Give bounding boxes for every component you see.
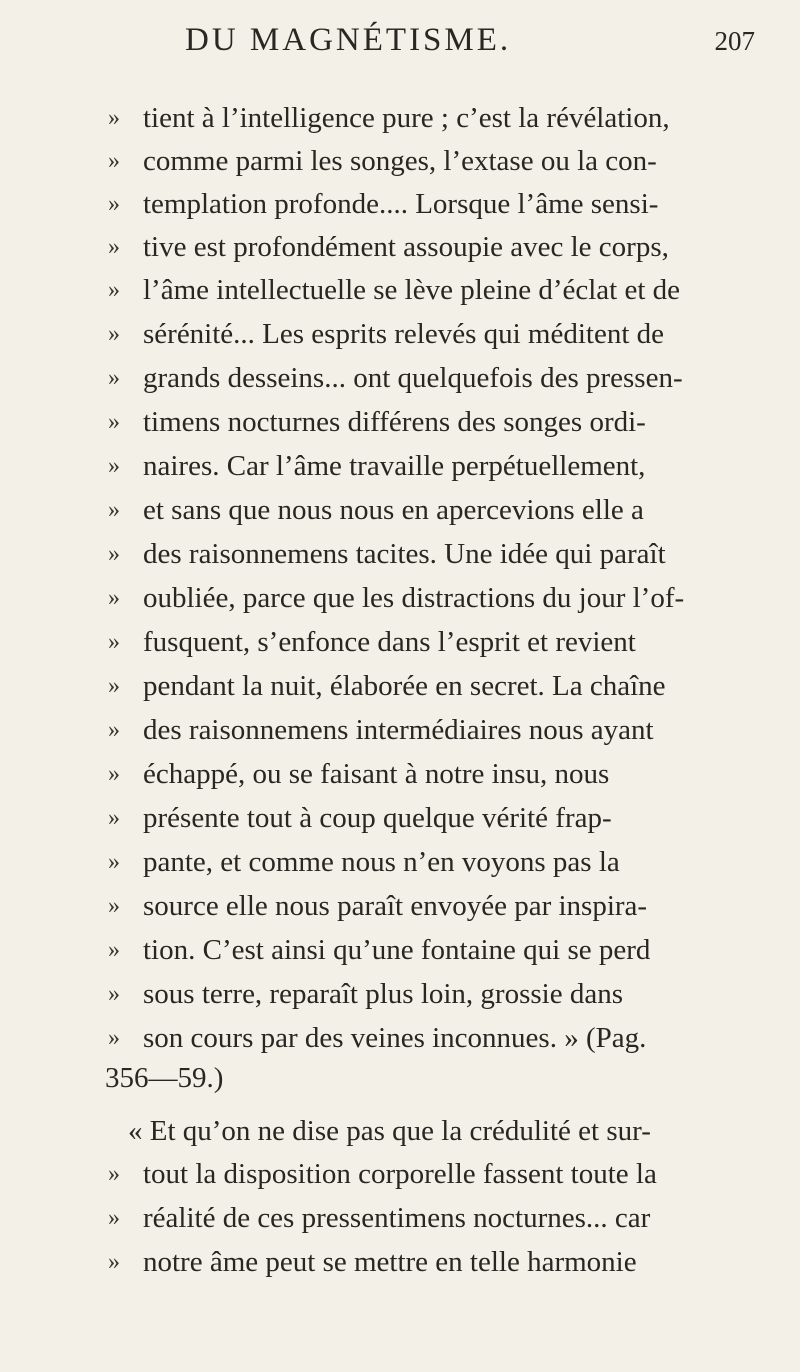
quote-mark: » bbox=[108, 321, 120, 347]
text-line: tive est profondément assoupie avec le corps, bbox=[143, 231, 669, 263]
text-line: des raisonnemens tacites. Une idée qui paraît bbox=[143, 538, 666, 570]
quote-mark: » bbox=[108, 717, 120, 743]
quote-mark: » bbox=[108, 409, 120, 435]
text-line: tout la disposition corporelle fassent toute la bbox=[143, 1158, 657, 1190]
quote-mark: » bbox=[108, 148, 120, 174]
quote-mark: » bbox=[108, 365, 120, 391]
text-line: fusquent, s’enfonce dans l’esprit et revient bbox=[143, 626, 636, 658]
quote-mark: » bbox=[108, 629, 120, 655]
page-header bbox=[185, 10, 755, 70]
text-line: pendant la nuit, élaborée en secret. La chaîne bbox=[143, 670, 666, 702]
text-line: sous terre, reparaît plus loin, grossie dans bbox=[143, 978, 624, 1010]
quote-mark: » bbox=[108, 981, 120, 1007]
quote-mark: » bbox=[108, 234, 120, 260]
text-line: échappé, ou se faisant à notre insu, nous bbox=[143, 758, 610, 790]
text-line: grands desseins... ont quelquefois des pressen- bbox=[143, 362, 683, 394]
quote-mark: » bbox=[108, 937, 120, 963]
text-line: des raisonnemens intermédiaires nous ayant bbox=[143, 714, 654, 746]
text-line: sérénité... Les esprits relevés qui méditent de bbox=[143, 318, 665, 350]
quote-mark: » bbox=[108, 1205, 120, 1231]
quote-mark: » bbox=[108, 497, 120, 523]
text-line: l’âme intellectuelle se lève pleine d’éclat et de bbox=[143, 274, 681, 306]
text-line: timens nocturnes différens des songes ordi- bbox=[143, 406, 646, 438]
text-line: présente tout à coup quelque vérité frap- bbox=[143, 802, 612, 834]
quote-mark: » bbox=[108, 893, 120, 919]
text-line: tion. C’est ainsi qu’une fontaine qui se perd bbox=[143, 934, 651, 966]
text-line: et sans que nous nous en apercevions elle a bbox=[143, 494, 644, 526]
quote-mark: » bbox=[108, 849, 120, 875]
text-line: oubliée, parce que les distractions du jour l’of- bbox=[143, 582, 685, 614]
quote-mark: » bbox=[108, 805, 120, 831]
quote-mark: » bbox=[108, 453, 120, 479]
text-line: naires. Car l’âme travaille perpétuellement, bbox=[143, 450, 646, 482]
text-line: templation profonde.... Lorsque l’âme sensi- bbox=[143, 188, 659, 220]
text-line: notre âme peut se mettre en telle harmonie bbox=[143, 1246, 637, 1278]
quote-mark: » bbox=[108, 1161, 120, 1187]
quote-mark: » bbox=[108, 1249, 120, 1275]
running-title: DU MAGNÉTISME. bbox=[185, 22, 512, 58]
quote-mark: » bbox=[108, 105, 120, 131]
quote-mark: » bbox=[108, 673, 120, 699]
quote-mark: » bbox=[108, 585, 120, 611]
text-line: comme parmi les songes, l’extase ou la con- bbox=[143, 145, 657, 177]
quote-mark: » bbox=[108, 191, 120, 217]
quote-mark: » bbox=[108, 761, 120, 787]
text-line: 356—59.) bbox=[105, 1062, 224, 1094]
text-line: source elle nous paraît envoyée par inspira- bbox=[143, 890, 648, 922]
quote-mark: » bbox=[108, 1025, 120, 1051]
quote-mark: » bbox=[108, 277, 120, 303]
page-number: 207 bbox=[714, 26, 755, 56]
quote-mark: » bbox=[108, 541, 120, 567]
text-line: « Et qu’on ne dise pas que la crédulité et sur- bbox=[128, 1115, 651, 1147]
text-line: pante, et comme nous n’en voyons pas la bbox=[143, 846, 620, 878]
text-line: tient à l’intelligence pure ; c’est la révélation, bbox=[143, 102, 670, 134]
text-line: réalité de ces pressentimens nocturnes... car bbox=[143, 1202, 651, 1234]
text-line: son cours par des veines inconnues. » (Pag. bbox=[143, 1022, 647, 1054]
